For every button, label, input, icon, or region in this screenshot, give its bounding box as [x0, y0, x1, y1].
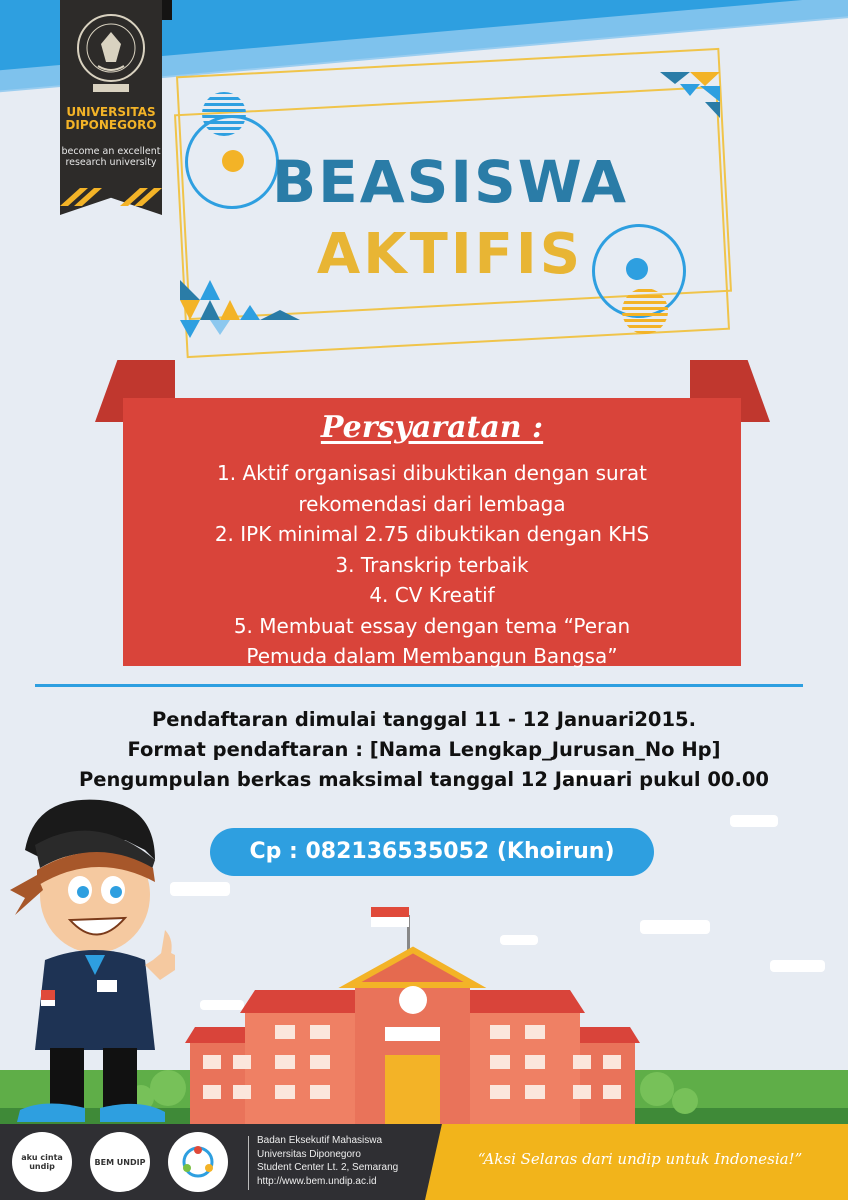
- cabinet-logo-icon: [178, 1142, 218, 1182]
- info-line: Pendaftaran dimulai tanggal 11 - 12 Januari2015.: [151, 708, 697, 731]
- info-line: Pengumpulan berkas maksimal tanggal 12 Januari pukul 00.00: [78, 768, 770, 791]
- requirement-item: 3. Transkrip terbaik: [335, 552, 529, 577]
- university-name-line1: UNIVERSITAS: [66, 105, 156, 119]
- cloud: [770, 960, 825, 972]
- slogan: “Aksi Selaras dari undip untuk Indonesia!”: [477, 1150, 803, 1168]
- university-name-line2: DIPONEGORO: [65, 118, 157, 132]
- org-website: http://www.bem.undip.ac.id: [257, 1175, 377, 1187]
- org-info: [257, 1134, 427, 1188]
- university-seal-icon: [76, 10, 146, 94]
- requirement-item: 4. CV Kreatif: [369, 583, 495, 607]
- title-beasiswa: BEASISWA: [271, 148, 629, 216]
- university-tagline: become an excellent research university: [61, 146, 161, 168]
- tree: [672, 1088, 698, 1114]
- divider: [35, 684, 803, 687]
- logo-text: aku cinta undip: [21, 1153, 63, 1171]
- ribbon-stripes: [60, 188, 162, 206]
- org-name: Badan Eksekutif Mahasiswa: [257, 1135, 383, 1146]
- footer-separator: [248, 1136, 249, 1190]
- requirements-heading: Persyaratan :: [320, 410, 544, 445]
- triangle-pattern: [660, 72, 722, 118]
- tree: [640, 1072, 674, 1106]
- contact-pill: Cp : 082136535052 (Khoirun): [210, 828, 654, 876]
- bem-undip-logo: [90, 1132, 150, 1192]
- requirements-list: [123, 458, 741, 672]
- striped-circle: [202, 92, 246, 136]
- yellow-dot: [222, 150, 244, 172]
- requirement-item: 5. Membuat essay dengan tema “Peran Pemuda dalam Membangun Bangsa”: [233, 613, 631, 668]
- cloud: [640, 920, 710, 934]
- registration-info: [70, 705, 778, 795]
- school-building-icon: [185, 905, 640, 1125]
- cabinet-logo: [168, 1132, 228, 1192]
- org-university: Universitas Diponegoro: [257, 1148, 361, 1160]
- striped-circle: [622, 288, 668, 334]
- title-aktifis: AKTIFIS: [316, 222, 584, 287]
- triangle-pattern: [180, 280, 310, 340]
- aku-cinta-undip-logo: [12, 1132, 72, 1192]
- logo-text: BEM UNDIP: [94, 1157, 146, 1167]
- requirement-item: 1. Aktif organisasi dibuktikan dengan surat rekomendasi dari lembaga: [217, 461, 647, 516]
- student-character-icon: [5, 790, 185, 1130]
- info-line: Format pendaftaran : [Nama Lengkap_Jurusan_No Hp]: [127, 738, 721, 761]
- university-name: [60, 106, 162, 132]
- requirement-item: 2. IPK minimal 2.75 dibuktikan dengan KHS: [214, 522, 650, 546]
- cloud: [730, 815, 778, 827]
- blue-dot: [626, 258, 648, 280]
- org-address: Student Center Lt. 2, Semarang: [257, 1162, 399, 1173]
